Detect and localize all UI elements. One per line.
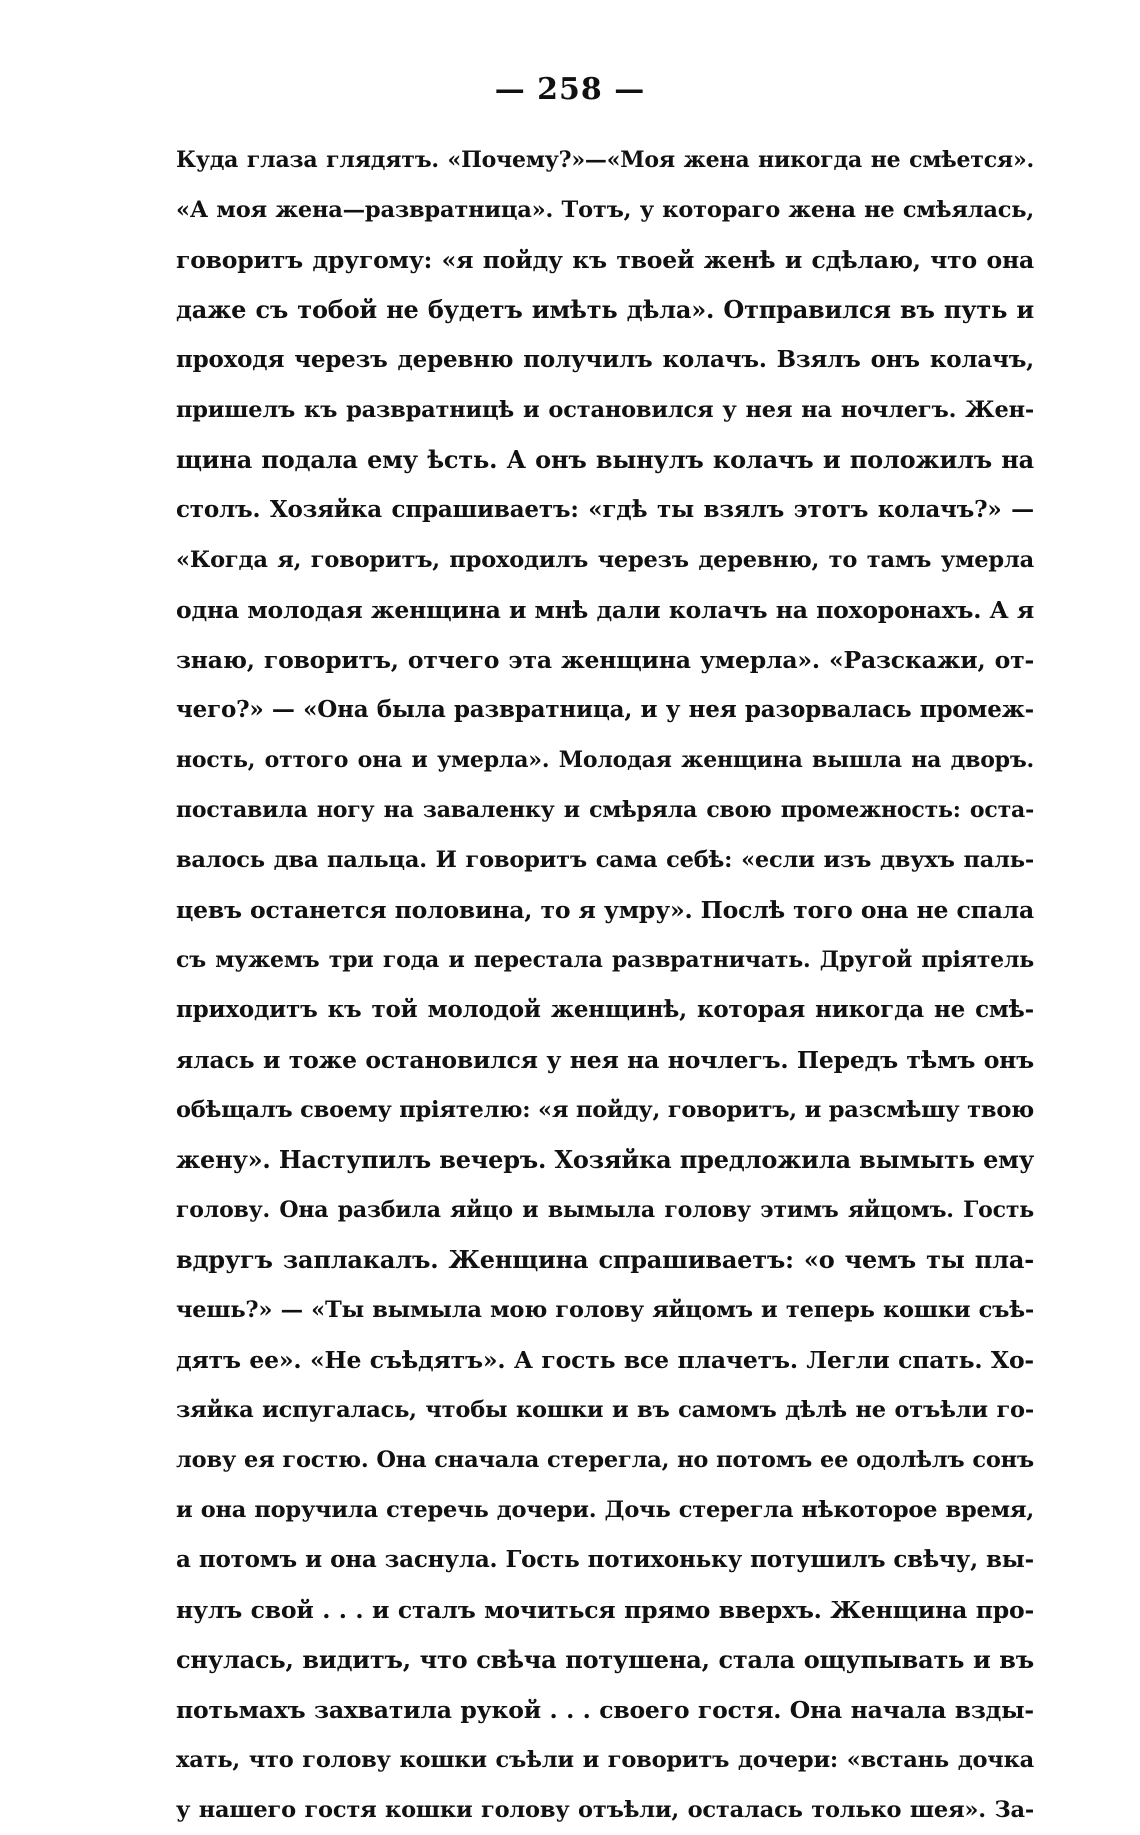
text-line: валось два пальца. И говоритъ сама себѣ: «если изъ двухъ паль-: [176, 847, 1034, 873]
text-line: дятъ ее». «Не съѣдятъ». А гость все плачетъ. Легли спать. Хо-: [176, 1346, 1034, 1374]
text-line: лову ея гостю. Она сначала стерегла, но потомъ ее одолѣлъ сонъ: [176, 1447, 1034, 1473]
text-line: обѣщалъ своему пріятелю: «я пойду, говоритъ, и разсмѣшу твою: [176, 1097, 1034, 1123]
text-line: нулъ свой . . . и сталъ мочиться прямо вверхъ. Женщина про-: [176, 1596, 1034, 1624]
text-line: говоритъ другому: «я пойду къ твоей женѣ и сдѣлаю, что она: [176, 246, 1034, 274]
text-line: проходя черезъ деревню получилъ колачъ. Взялъ онъ колачъ,: [176, 346, 1034, 373]
text-line: а потомъ и она заснула. Гость потихоньку потушилъ свѣчу, вы-: [176, 1546, 1034, 1573]
text-line: у нашего гостя кошки голову отъѣли, осталась только шея». За-: [176, 1797, 1034, 1823]
text-line: вдругъ заплакалъ. Женщина спрашиваетъ: «о чемъ ты пла-: [176, 1245, 1034, 1274]
text-line: ность, оттого она и умерла». Молодая женщина вышла на дворъ.: [176, 747, 1034, 773]
body-text: [176, 135, 1034, 1835]
text-line: чего?» — «Она была развратница, и у нея разорвалась промеж-: [176, 696, 1034, 723]
text-line: столъ. Хозяйка спрашиваетъ: «гдѣ ты взялъ этотъ колачъ?» —: [176, 496, 1034, 523]
text-line: потьмахъ захватила рукой . . . своего гостя. Она начала взды-: [176, 1696, 1034, 1724]
text-line: поставила ногу на заваленку и смѣряла свою промежность: оста-: [176, 797, 1034, 823]
text-line: щина подала ему ѣсть. А онъ вынулъ колачъ и положилъ на: [176, 445, 1034, 474]
text-line: зяйка испугалась, чтобы кошки и въ самомъ дѣлѣ не отъѣли го-: [176, 1397, 1034, 1423]
page-number: — 258 —: [494, 72, 646, 107]
text-line: голову. Она разбила яйцо и вымыла голову этимъ яйцомъ. Гость: [176, 1197, 1034, 1223]
text-line: даже съ тобой не будетъ имѣть дѣла». Отправился въ путь и: [176, 295, 1034, 324]
text-line: чешь?» — «Ты вымыла мою голову яйцомъ и теперь кошки съѣ-: [176, 1297, 1034, 1323]
text-line: знаю, говоритъ, отчего эта женщина умерла». «Разскажи, от-: [176, 646, 1034, 674]
text-line: одна молодая женщина и мнѣ дали колачъ на похоронахъ. А я: [176, 596, 1034, 624]
text-line: «А моя жена—развратница». Тотъ, у котораго жена не смѣялась,: [176, 197, 1034, 223]
text-line: Куда глаза глядятъ. «Почему?»—«Моя жена никогда не смѣется».: [176, 147, 1034, 173]
text-line: цевъ останется половина, то я умру». Послѣ того она не спала: [176, 896, 1034, 924]
text-line: «Когда я, говоритъ, проходилъ черезъ деревню, то тамъ умерла: [176, 547, 1034, 573]
text-line: хать, что голову кошки съѣли и говоритъ дочери: «встань дочка: [176, 1747, 1034, 1773]
text-line: и она поручила стеречь дочери. Дочь стерегла нѣкоторое время,: [176, 1497, 1034, 1523]
text-line: снулась, видитъ, что свѣча потушена, стала ощупывать и въ: [176, 1645, 1034, 1674]
text-line: жену». Наступилъ вечеръ. Хозяйка предложила вымыть ему: [176, 1145, 1034, 1174]
text-line: ялась и тоже остановился у нея на ночлегъ. Передъ тѣмъ онъ: [176, 1046, 1034, 1074]
text-line: приходитъ къ той молодой женщинѣ, которая никогда не смѣ-: [176, 996, 1034, 1023]
text-line: съ мужемъ три года и перестала развратничать. Другой пріятель: [176, 947, 1034, 973]
text-line: пришелъ къ развратницѣ и остановился у нея на ночлегъ. Жен-: [176, 397, 1034, 423]
